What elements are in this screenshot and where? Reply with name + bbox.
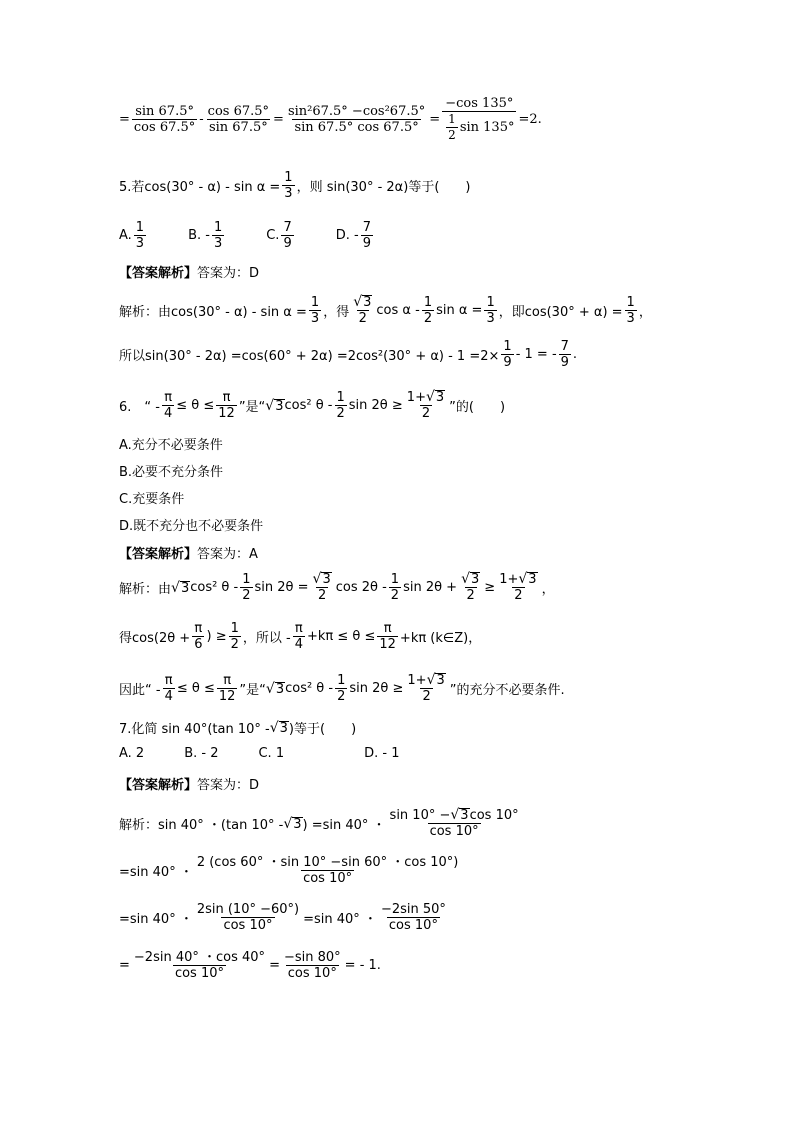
option-b-value: $\frac{1}{3}$ (213, 220, 223, 251)
equation-line-1 (119, 96, 542, 143)
question-5-options (119, 220, 375, 251)
option-c-value: $\frac{7}{9}$ (283, 220, 292, 251)
question-6-option-d: D.既不充分也不必要条件 (119, 519, 264, 534)
fraction: $\frac{\sin 67.5^\circ}{\cos 67.5^\circ}$ (133, 104, 196, 135)
eq-sign: = (429, 112, 441, 127)
option-a-label: A. (119, 228, 132, 243)
question-5-stem (119, 170, 470, 201)
answer-text: 答案为：D (197, 778, 260, 793)
fraction: √ 3 2 (312, 571, 331, 603)
fraction: $\frac{1}{2}$ (390, 572, 400, 603)
question-7-solution-4: = $\frac{-2\sin 40^\circ ・\cos 40^\circ}{\cos 10^\circ}$ = $\frac{-\sin 80^\circ}{\cos 10^\circ}$ = - 1. (119, 950, 381, 981)
fraction: $\frac{-\sin 80^\circ}{\cos 10^\circ}$ (283, 950, 341, 981)
fraction: sin 10° − √ 3 cos 10° cos 10° (389, 807, 519, 839)
option-c: C. 1 (258, 746, 285, 761)
fraction: $\frac{\pi}{4}$ (164, 673, 173, 704)
question-7-options (119, 746, 399, 761)
fraction: $\frac{\pi}{4}$ (163, 390, 173, 421)
question-6-solution-3: 因此“ - $\frac{\pi}{4}$ ≤ θ ≤ $\frac{\pi}{12}$ ”是“ √ 3 cos² θ - $\frac{1}{2}$ sin 2θ ≥ 1+ √ 3 2 ”的充分不必要条件. (119, 672, 565, 704)
question-6-option-a: A.充分不必要条件 (119, 438, 223, 453)
eq-sign: = (119, 112, 130, 127)
fraction: $\frac{2 (\cos 60^\circ ・\sin 10^\circ -\sin 60^\circ ・\cos 10^\circ)}{\cos 10^\circ}$ (196, 855, 459, 886)
sqrt: √ 3 (265, 680, 285, 697)
fraction: $\frac{\pi}{12}$ (218, 673, 236, 704)
option-d: D. - 1 (364, 746, 400, 761)
fraction: 1+ √ 3 2 (407, 672, 445, 704)
option-a: A. 2 (119, 746, 145, 761)
fraction: $\frac{-2\sin 40^\circ ・\cos 40^\circ}{\cos 10^\circ}$ (133, 950, 266, 981)
fraction: $\frac{-2\sin 50^\circ}{\cos 10^\circ}$ (380, 902, 446, 933)
fraction: 1+ √ 3 2 (406, 389, 445, 421)
question-7-answer (119, 774, 259, 793)
question-6-answer (119, 543, 258, 562)
question-7-solution-2: =sin 40° ・ $\frac{2 (\cos 60^\circ ・\sin 10^\circ -\sin 60^\circ ・\cos 10^\circ)}{\cos 10^\circ}$ (119, 855, 459, 886)
question-6-stem: 6. “ - $\frac{\pi}{4}$ ≤ θ ≤ $\frac{\pi}{12}$ ”是“ √ 3 cos² θ - $\frac{1}{2}$ sin 2θ ≥ 1+ √ 3 2 ”的( ) (119, 389, 506, 421)
option-b-label: B. - (188, 228, 210, 243)
fraction: $\frac{1}{3}$ (284, 170, 293, 201)
result-text: =2. (518, 112, 542, 127)
fraction: $\frac{1}{2}$ (337, 673, 346, 704)
question-5-answer (119, 262, 259, 281)
question-7-stem: 7.化简 sin 40°(tan 10° - √ 3 )等于( ) (119, 719, 357, 737)
fraction: $\frac{\pi}{12}$ (218, 390, 235, 421)
fraction: $\frac{\pi}{12}$ (379, 621, 396, 652)
fraction: $\frac{2\sin (10^\circ -60^\circ)}{\cos 10^\circ}$ (196, 902, 300, 933)
eq-sign: = (273, 112, 284, 127)
sqrt: √ 3 (171, 579, 190, 596)
fraction: $\frac{1}{2}$ (423, 295, 433, 326)
sqrt: √ 3 (283, 815, 302, 832)
sqrt: √ 3 (265, 397, 284, 414)
question-6-option-c: C.充要条件 (119, 492, 185, 507)
fraction: $\frac{1}{2}$ (336, 390, 345, 421)
fraction: $\frac{\cos 67.5^\circ}{\sin 67.5^\circ}$ (207, 104, 270, 135)
fraction: $\frac{\text{sin²67.5° −cos²67.5°}}{\sin 67.5^\circ \cos 67.5^\circ}$ (287, 104, 426, 135)
question-7-solution-1: 解析：sin 40° ・(tan 10° - √ 3 ) =sin 40° ・ sin 10° − √ 3 cos 10° cos 10° (119, 807, 519, 839)
option-c-label: C. (266, 228, 280, 243)
fraction: $\frac{1}{3}$ (310, 295, 320, 326)
minus-sign: - (199, 112, 204, 127)
answer-text: 答案为：A (197, 547, 258, 562)
option-d-value: $\frac{7}{9}$ (362, 220, 371, 251)
fraction: √ 3 2 (353, 294, 372, 326)
stem-text: ，则 sin(30° - 2α)等于( ) (296, 180, 471, 195)
stem-text: 5.若cos(30° - α) - sin α = (119, 180, 281, 195)
fraction: −cos 135° $\frac{1}{2}$ sin 135° (442, 96, 516, 143)
question-5-solution-2: 所以sin(30° - 2α) =cos(60° + 2α) =2cos²(30° + α) - 1 =2× $\frac{1}{9}$ - 1 = - $\frac{7}{9}$ . (119, 339, 578, 370)
answer-heading: 【答案解析】 (119, 547, 198, 562)
question-6-solution-2: 得cos(2θ + $\frac{\pi}{6}$ ) ≥ $\frac{1}{2}$ ，所以 - $\frac{\pi}{4}$ +kπ ≤ θ ≤ $\frac{\pi}{12}$ +kπ (k∈Z)， (119, 621, 482, 652)
fraction: $\frac{1}{3}$ (626, 295, 635, 326)
fraction: $\frac{\pi}{6}$ (194, 621, 203, 652)
half-fraction: $\frac{1}{2}$ (448, 112, 456, 142)
question-5-solution-1: 解析：由cos(30° - α) - sin α = $\frac{1}{3}$ ，得 √ 3 2 cos α - $\frac{1}{2}$ sin α = $\frac{1}{3}$ ，即cos(30° + α) = $\frac{1}{3}$ ， (119, 294, 652, 326)
answer-heading: 【答案解析】 (119, 266, 198, 281)
fraction: 1+ √ 3 2 (499, 571, 537, 603)
question-6-solution-1: 解析：由 √ 3 cos² θ - $\frac{1}{2}$ sin 2θ = √ 3 2 cos 2θ - $\frac{1}{2}$ sin 2θ + √ 3 2 ≥ 1+ √ 3 2 ， (119, 571, 555, 603)
fraction: $\frac{\pi}{4}$ (294, 621, 303, 652)
fraction: √ 3 2 (461, 571, 480, 603)
sqrt: √ 3 (269, 719, 288, 736)
question-6-option-b: B.必要不充分条件 (119, 465, 224, 480)
answer-heading: 【答案解析】 (119, 778, 198, 793)
fraction: $\frac{1}{9}$ (503, 339, 512, 370)
option-a-value: $\frac{1}{3}$ (135, 220, 145, 251)
option-d-label: D. - (335, 228, 359, 243)
fraction: $\frac{1}{2}$ (230, 621, 239, 652)
question-7-solution-3: =sin 40° ・ $\frac{2\sin (10^\circ -60^\circ)}{\cos 10^\circ}$ =sin 40° ・ $\frac{-2\sin 50^\circ}{\cos 10^\circ}$ (119, 902, 446, 933)
fraction: $\frac{1}{2}$ (242, 572, 251, 603)
answer-text: 答案为：D (197, 266, 260, 281)
option-b: B. - 2 (184, 746, 219, 761)
fraction: $\frac{7}{9}$ (560, 339, 569, 370)
fraction: $\frac{1}{3}$ (486, 295, 495, 326)
